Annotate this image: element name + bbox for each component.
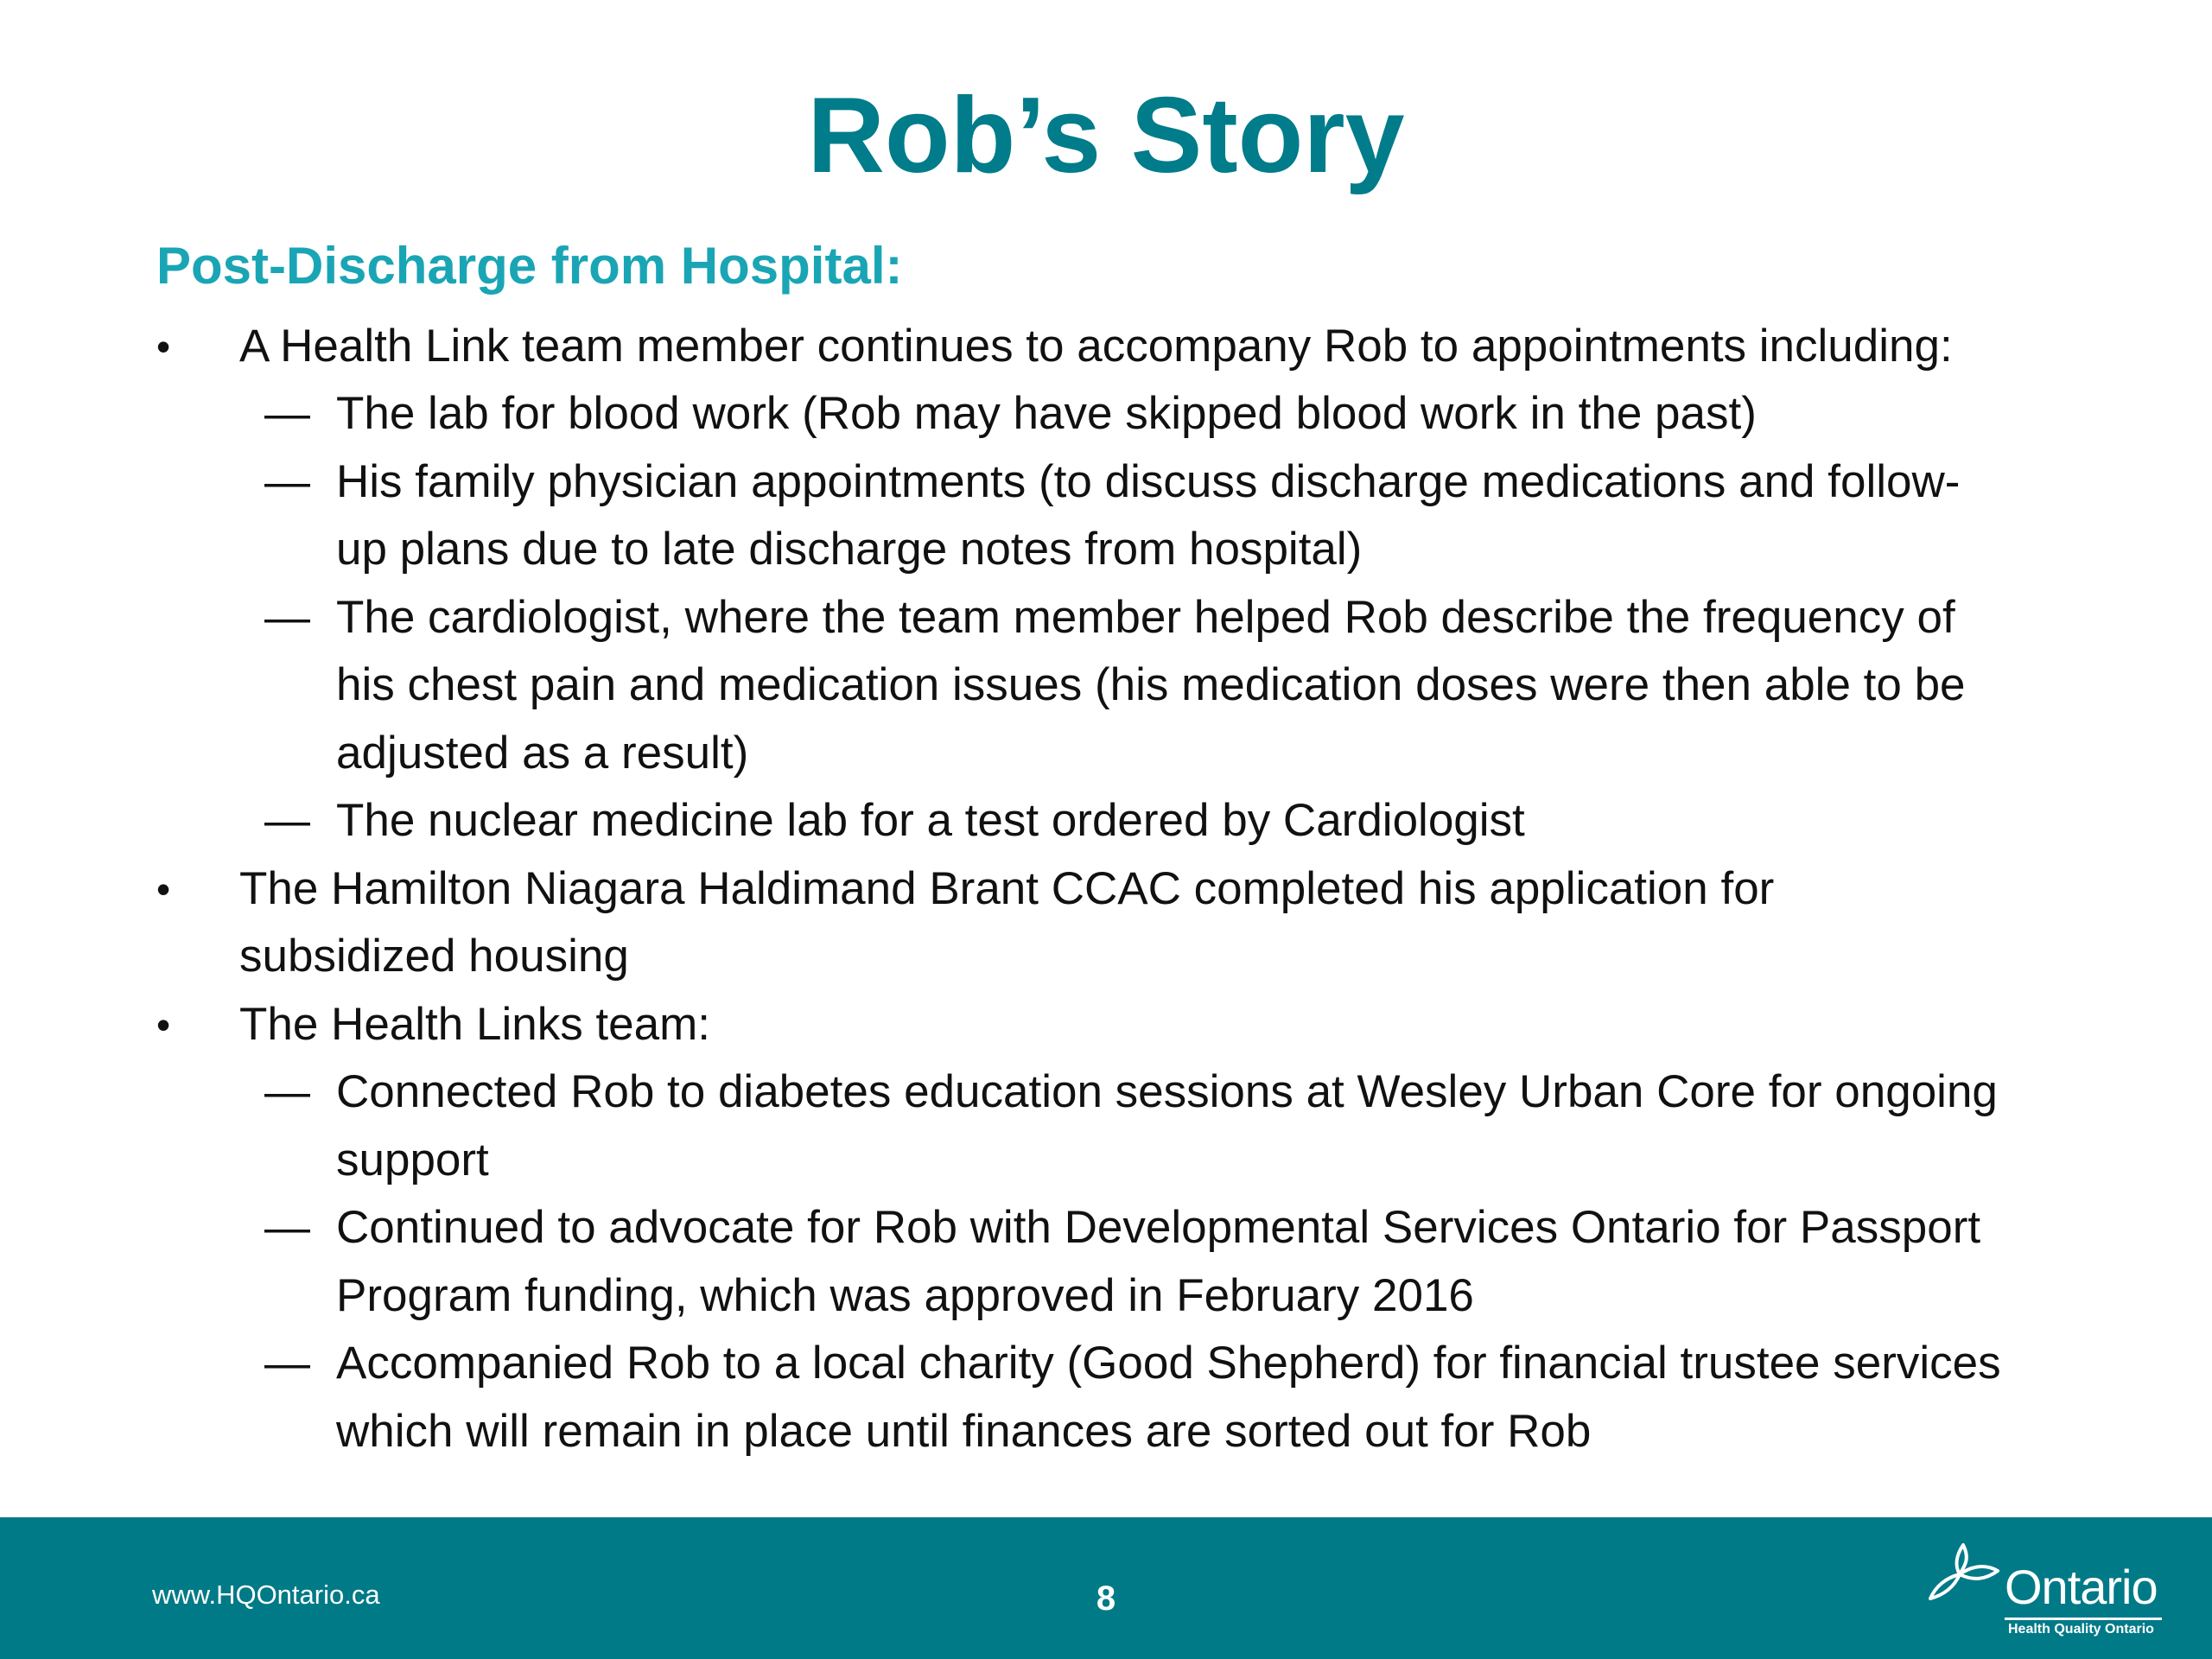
bullet-text-continued: subsidized housing — [239, 931, 629, 982]
footer-url: www.HQOntario.ca — [152, 1580, 380, 1610]
bullet-text: The Health Links team: — [239, 999, 710, 1050]
sub-bullet-text: His family physician appointments (to discuss discharge medications and follow- — [336, 456, 1961, 507]
sub-bullet-text-continued: up plans due to late discharge notes from hospital) — [336, 524, 1363, 575]
dash-marker: — — [264, 456, 310, 507]
dash-marker: — — [264, 1202, 310, 1253]
bullet-marker: • — [156, 867, 171, 912]
sub-bullet-text: The cardiologist, where the team member helped Rob describe the frequency of — [336, 592, 1955, 643]
sub-bullet-text-continued: Program funding, which was approved in February 2016 — [336, 1270, 1474, 1321]
slide-title: Rob’s Story — [807, 76, 1405, 195]
dash-marker: — — [264, 795, 310, 846]
bullet-text: A Health Link team member continues to accompany Rob to appointments including: — [239, 321, 1953, 372]
bullet-text: The Hamilton Niagara Haldimand Brant CCAC completed his application for — [239, 863, 1775, 914]
dash-marker: — — [264, 592, 310, 643]
sub-bullet-text-continued: his chest pain and medication issues (his medication doses were then able to be — [336, 659, 1966, 710]
sub-bullet-text-continued: support — [336, 1135, 489, 1185]
bullet-marker: • — [156, 324, 171, 369]
section-subtitle: Post-Discharge from Hospital: — [156, 237, 903, 295]
logo-wordmark: Ontario — [2005, 1560, 2158, 1614]
sub-bullet-text-continued: which will remain in place until finances are sorted out for Rob — [336, 1406, 1592, 1457]
logo-divider — [2005, 1618, 2162, 1620]
sub-bullet-text: Accompanied Rob to a local charity (Good Shepherd) for financial trustee services — [336, 1338, 2001, 1389]
sub-bullet-text-continued: adjusted as a result) — [336, 728, 749, 779]
sub-bullet-text: The lab for blood work (Rob may have skipped blood work in the past) — [336, 388, 1757, 439]
dash-marker: — — [264, 1066, 310, 1117]
sub-bullet-text: Connected Rob to diabetes education sessions at Wesley Urban Core for ongoing — [336, 1066, 1998, 1117]
bullet-marker: • — [156, 1002, 171, 1047]
footer-bar — [0, 1517, 2212, 1659]
trillium-icon — [1925, 1540, 2008, 1623]
hqo-logo — [1925, 1540, 2167, 1643]
dash-marker: — — [264, 388, 310, 439]
dash-marker: — — [264, 1338, 310, 1389]
sub-bullet-text: Continued to advocate for Rob with Developmental Services Ontario for Passport — [336, 1202, 1981, 1253]
logo-subtitle: Health Quality Ontario — [2008, 1622, 2154, 1637]
sub-bullet-text: The nuclear medicine lab for a test ordered by Cardiologist — [336, 795, 1525, 846]
page-number: 8 — [1096, 1580, 1116, 1618]
